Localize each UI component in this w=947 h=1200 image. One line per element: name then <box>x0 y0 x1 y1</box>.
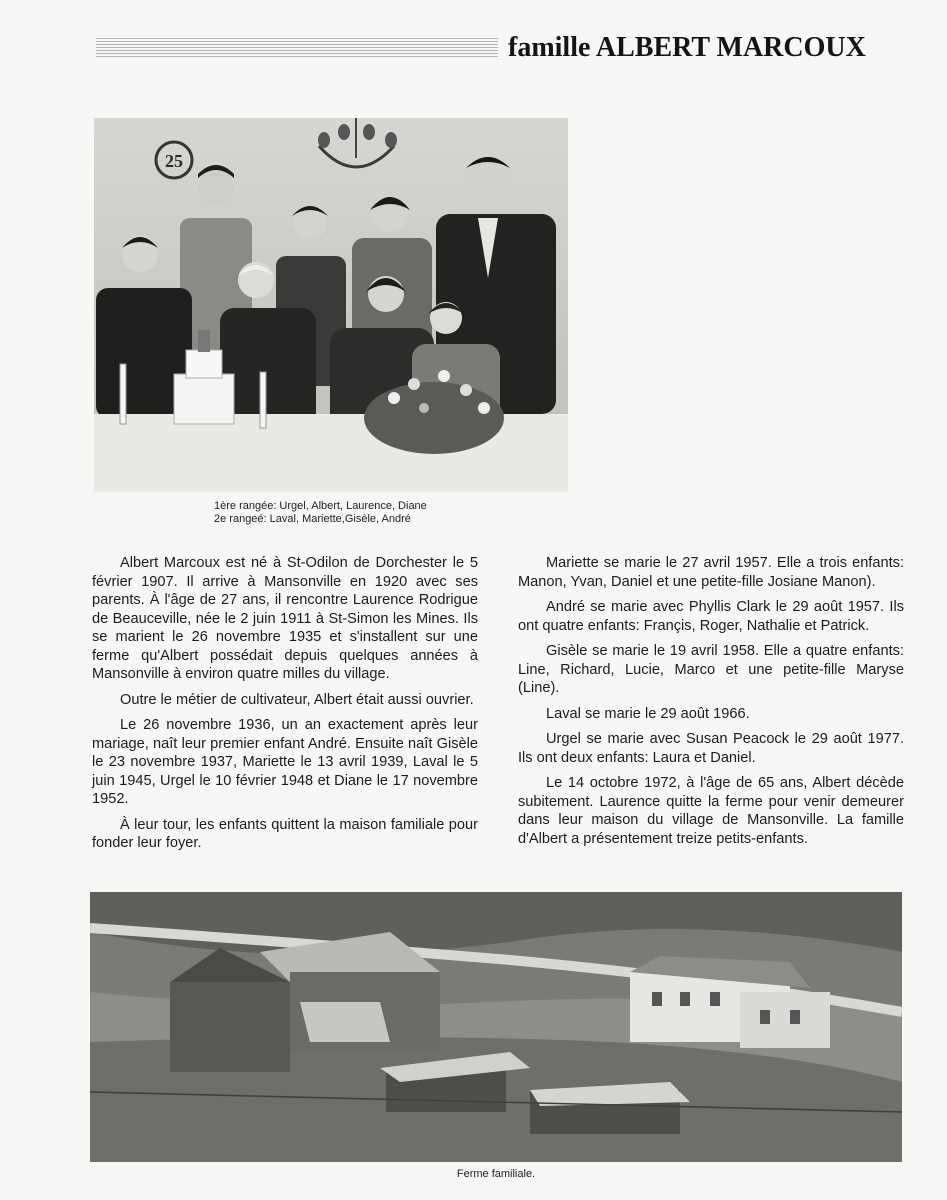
text-column-left <box>92 554 478 860</box>
paragraph: Albert Marcoux est né à St-Odilon de Dorchester le 5 février 1907. Il arrive à Mansonville en 1920 avec ses parents. À l'âge de 27 ans, il rencontre Laurence Rodrigue de Beauceville, née le 2 juin 1911 à St-Simon les Mines. Ils se marient le 26 novembre 1935 et s'installent sur une ferme qu'Albert possédait depuis quelques années à Mansonville à environ quatre milles du village. <box>92 555 478 682</box>
header-rule <box>96 38 498 58</box>
paragraph: Le 14 octobre 1972, à l'âge de 65 ans, Albert décède subitement. Laurence quitte la ferme pour venir demeurer dans leur maison du village de Mansonville. La famille d'Albert a présentement treize petits-enfants. <box>518 775 904 847</box>
paragraph: Outre le métier de cultivateur, Albert était aussi ouvrier. <box>120 691 474 708</box>
farm-photo-caption: Ferme familiale. <box>456 1168 536 1180</box>
paragraph: André se marie avec Phyllis Clark le 29 août 1957. Ils ont quatre enfants: Françis, Roger, Nathalie et Patrick. <box>518 599 904 634</box>
caption-line-1: 1ère rangée: Urgel, Albert, Laurence, Diane <box>214 500 427 512</box>
paragraph: Mariette se marie le 27 avril 1957. Elle a trois enfants: Manon, Yvan, Daniel et une petite-fille Josiane Manon). <box>518 555 904 590</box>
paragraph: Urgel se marie avec Susan Peacock le 29 août 1977. Ils ont deux enfants: Laura et Daniel. <box>518 731 904 766</box>
family-photo <box>94 118 568 492</box>
anniversary-badge: 25 <box>165 151 183 171</box>
paragraph: Le 26 novembre 1936, un an exactement après leur mariage, naît leur premier enfant André. Ensuite naît Gisèle le 23 novembre 1937, Mariette le 13 avril 1939, Laval le 5 juin 1945, Urgel le 10 février 1948 et Diane le 17 novembre 1952. <box>92 717 478 807</box>
paragraph: Laval se marie le 29 août 1966. <box>546 705 750 722</box>
farm-photo <box>90 892 902 1162</box>
page-title: famille ALBERT MARCOUX <box>508 32 866 63</box>
paragraph: À leur tour, les enfants quittent la maison familiale pour fonder leur foyer. <box>92 816 478 851</box>
paragraph: Gisèle se marie le 19 avril 1958. Elle a quatre enfants: Line, Richard, Lucie, Marco et une petite-fille Maryse (Line). <box>518 643 904 696</box>
family-photo-caption <box>214 500 514 526</box>
text-column-right <box>518 554 904 855</box>
caption-line-2: 2e rangeé: Laval, Mariette,Gisèle, André <box>214 513 411 525</box>
